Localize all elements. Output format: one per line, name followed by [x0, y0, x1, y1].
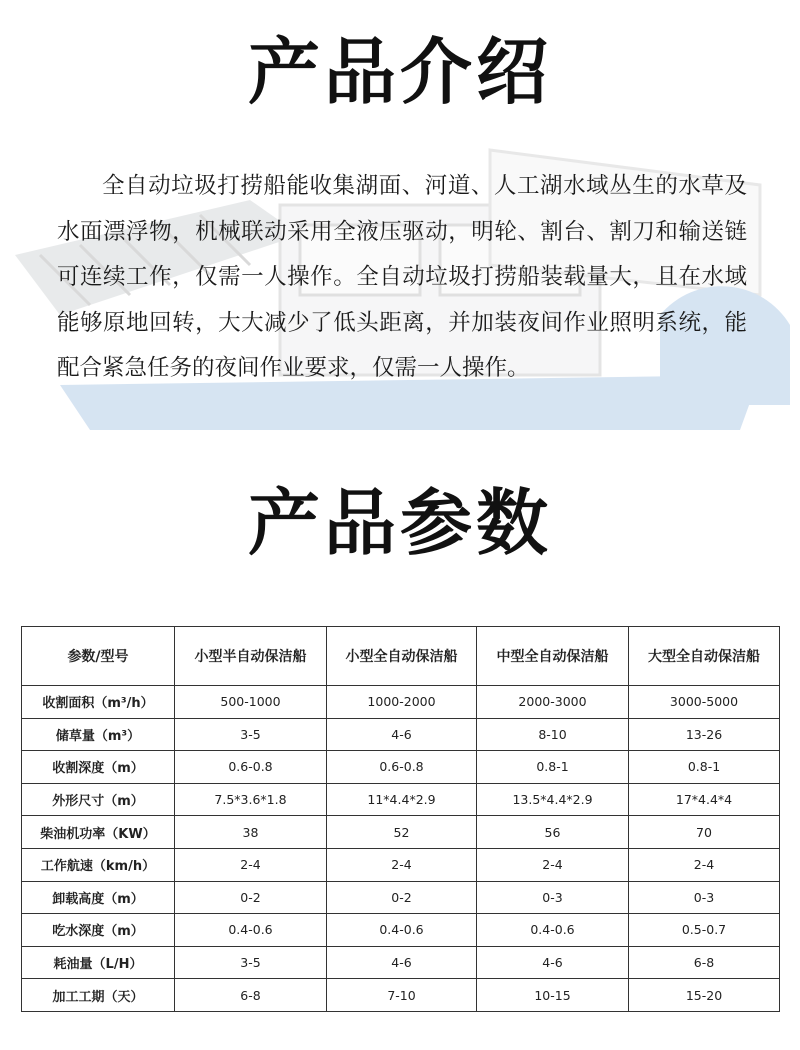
table-cell: 56: [477, 816, 629, 849]
table-cell: 15-20: [629, 979, 780, 1012]
table-cell: 13-26: [629, 718, 780, 751]
table-cell: 4-6: [327, 718, 477, 751]
row-label: 工作航速（km/h）: [22, 848, 175, 881]
table-cell: 6-8: [629, 946, 780, 979]
table-cell: 3000-5000: [629, 686, 780, 719]
table-cell: 0.4-0.6: [477, 914, 629, 947]
table-cell: 7.5*3.6*1.8: [175, 783, 327, 816]
row-label: 外形尺寸（m）: [22, 783, 175, 816]
table-cell: 3-5: [175, 946, 327, 979]
table-cell: 2000-3000: [477, 686, 629, 719]
table-cell: 2-4: [477, 848, 629, 881]
table-cell: 0-2: [175, 881, 327, 914]
table-cell: 0.4-0.6: [327, 914, 477, 947]
table-cell: 0.5-0.7: [629, 914, 780, 947]
table-cell: 0.8-1: [629, 751, 780, 784]
table-row: [22, 816, 780, 849]
row-label: 耗油量（L/H）: [22, 946, 175, 979]
table-row: [22, 718, 780, 751]
table-cell: 1000-2000: [327, 686, 477, 719]
row-label: 吃水深度（m）: [22, 914, 175, 947]
table-cell: 8-10: [477, 718, 629, 751]
table-row: [22, 914, 780, 947]
intro-paragraph: 全自动垃圾打捞船能收集湖面、河道、人工湖水域丛生的水草及水面漂浮物，机械联动采用全液压驱动，明轮、割台、割刀和输送链可连续工作，仅需一人操作。全自动垃圾打捞船装载量大，且在水域能够原地回转，大大减少了低头距离，并加装夜间作业照明系统，能配合紧急任务的夜间作业要求，仅需一人操作。: [57, 173, 747, 381]
table-cell: 2-4: [175, 848, 327, 881]
table-cell: 0.6-0.8: [327, 751, 477, 784]
table-row: [22, 881, 780, 914]
table-row: [22, 946, 780, 979]
header-large-full-auto: 大型全自动保洁船: [629, 627, 780, 686]
table-cell: 38: [175, 816, 327, 849]
header-param-model: 参数/型号: [22, 627, 175, 686]
row-label: 加工工期（天）: [22, 979, 175, 1012]
table-cell: 70: [629, 816, 780, 849]
table-cell: 0.4-0.6: [175, 914, 327, 947]
table-cell: 2-4: [327, 848, 477, 881]
table-row: [22, 686, 780, 719]
table-cell: 10-15: [477, 979, 629, 1012]
row-label: 收割深度（m）: [22, 751, 175, 784]
table-cell: 500-1000: [175, 686, 327, 719]
row-label: 柴油机功率（KW）: [22, 816, 175, 849]
header-small-full-auto: 小型全自动保洁船: [327, 627, 477, 686]
header-medium-full-auto: 中型全自动保洁船: [477, 627, 629, 686]
table-cell: 4-6: [327, 946, 477, 979]
table-cell: 11*4.4*2.9: [327, 783, 477, 816]
table-cell: 0-3: [629, 881, 780, 914]
table-cell: 0.8-1: [477, 751, 629, 784]
table-cell: 52: [327, 816, 477, 849]
table-cell: 3-5: [175, 718, 327, 751]
table-cell: 2-4: [629, 848, 780, 881]
table-cell: 4-6: [477, 946, 629, 979]
table-row: [22, 848, 780, 881]
table-cell: 0-3: [477, 881, 629, 914]
row-label: 卸载高度（m）: [22, 881, 175, 914]
row-label: 储草量（m³）: [22, 718, 175, 751]
header-small-semi-auto: 小型半自动保洁船: [175, 627, 327, 686]
table-cell: 7-10: [327, 979, 477, 1012]
table-row: [22, 751, 780, 784]
table-row: [22, 783, 780, 816]
table-header-row: [22, 627, 780, 686]
params-section-title: 产品参数: [247, 481, 552, 565]
table-cell: 13.5*4.4*2.9: [477, 783, 629, 816]
table-row: [22, 979, 780, 1012]
table-cell: 0-2: [327, 881, 477, 914]
table-cell: 0.6-0.8: [175, 751, 327, 784]
intro-section-title: 产品介绍: [247, 30, 552, 114]
specs-table: [21, 626, 780, 1012]
row-label: 收割面积（m³/h）: [22, 686, 175, 719]
table-cell: 6-8: [175, 979, 327, 1012]
table-cell: 17*4.4*4: [629, 783, 780, 816]
